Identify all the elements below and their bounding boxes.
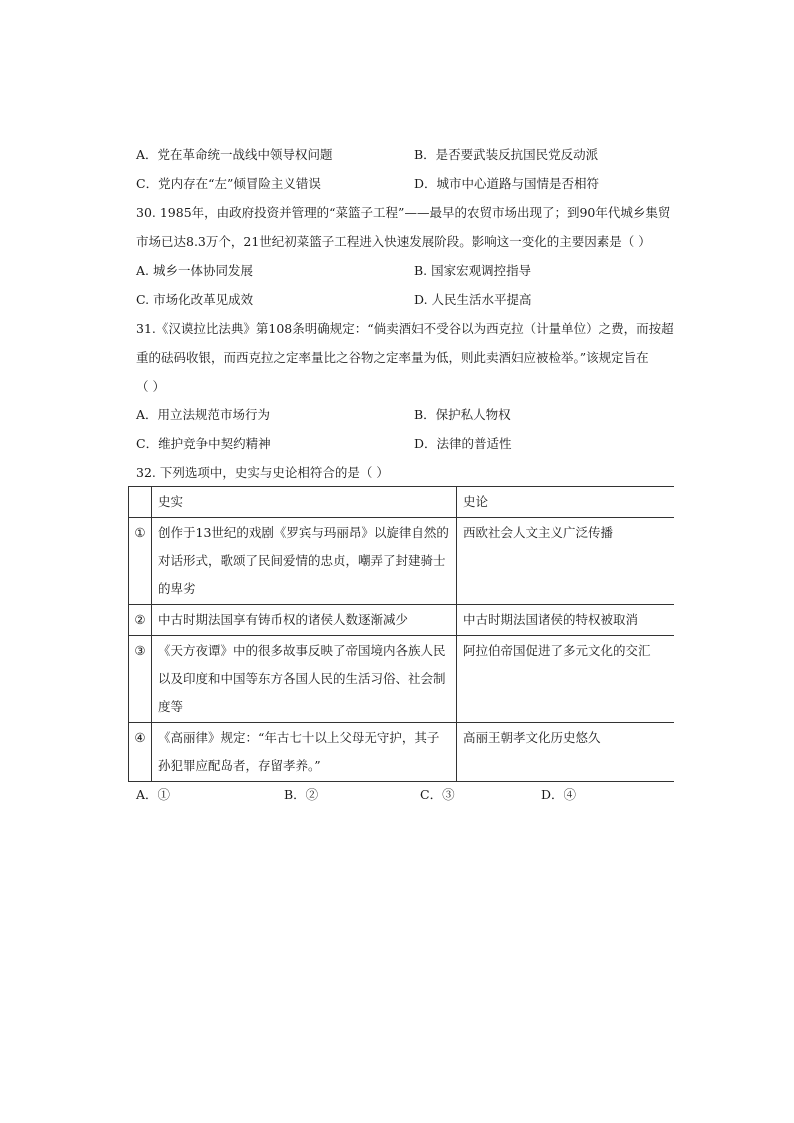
table-header-row xyxy=(129,487,675,518)
table-header-fact: 史实 xyxy=(152,487,457,518)
q30-stem-line2: 市场已达8.3万个，21世纪初菜篮子工程进入快速发展阶段。影响这一变化的主要因素是（ ） xyxy=(136,234,651,249)
row-fact: 《天方夜谭》中的很多故事反映了帝国境内各族人民以及印度和中国等东方各国人民的生活习俗、社会制度等 xyxy=(152,636,457,723)
q30-option-a: A. 城乡一体协同发展 xyxy=(136,263,253,278)
q31-stem-line2: 重的砝码收银，而西克拉之定率量比之谷物之定率量为低，则此卖酒妇应被检举。”该规定旨在 xyxy=(136,350,649,365)
q31-option-a: A．用立法规范市场行为 xyxy=(136,407,271,422)
row-number: ② xyxy=(129,605,152,636)
q31-option-b: B．保护私人物权 xyxy=(414,407,511,422)
q29-option-c: C．党内存在“左”倾冒险主义错误 xyxy=(136,176,321,191)
row-number: ① xyxy=(129,518,152,605)
q30-option-d: D. 人民生活水平提高 xyxy=(414,292,532,307)
q30-stem-line1: 30. 1985年，由政府投资并管理的“菜篮子工程”——最早的农贸市场出现了；到90年代城乡集贸 xyxy=(136,205,671,220)
q30-option-c: C. 市场化改革见成效 xyxy=(136,292,254,307)
q32-table xyxy=(128,486,674,782)
table-header-num xyxy=(129,487,152,518)
row-fact: 创作于13世纪的戏剧《罗宾与玛丽昂》以旋律自然的对话形式，歌颂了民间爱情的忠贞，嘲弄了封建骑士的卑劣 xyxy=(152,518,457,605)
q29-option-a: A．党在革命统一战线中领导权问题 xyxy=(136,147,333,162)
table-row xyxy=(129,636,675,723)
q32-option-a: A．① xyxy=(136,787,171,802)
row-comment: 高丽王朝孝文化历史悠久 xyxy=(457,723,675,782)
q29-option-b: B．是否要武装反抗国民党反动派 xyxy=(414,147,599,162)
q32-option-c: C．③ xyxy=(420,787,455,802)
q32-option-b: B．② xyxy=(284,787,319,802)
row-comment: 中古时期法国诸侯的特权被取消 xyxy=(457,605,675,636)
row-comment: 西欧社会人文主义广泛传播 xyxy=(457,518,675,605)
q31-stem-line1: 31.《汉谟拉比法典》第108条明确规定：“倘卖酒妇不受谷以为西克拉（计量单位）之费，而按超 xyxy=(136,321,674,336)
row-fact: 中古时期法国享有铸币权的诸侯人数逐渐减少 xyxy=(152,605,457,636)
q31-option-c: C．维护竞争中契约精神 xyxy=(136,436,271,451)
q30-option-b: B. 国家宏观调控指导 xyxy=(414,263,532,278)
q31-option-d: D．法律的普适性 xyxy=(414,436,512,451)
row-number: ④ xyxy=(129,723,152,782)
q31-stem-line3: （ ） xyxy=(136,379,165,394)
row-number: ③ xyxy=(129,636,152,723)
q29-option-d: D．城市中心道路与国情是否相符 xyxy=(414,176,600,191)
q32-stem: 32. 下列选项中，史实与史论相符合的是（ ） xyxy=(136,465,389,480)
row-comment: 阿拉伯帝国促进了多元文化的交汇 xyxy=(457,636,675,723)
table-header-comment: 史论 xyxy=(457,487,675,518)
q32-option-d: D．④ xyxy=(541,787,577,802)
table-row xyxy=(129,518,675,605)
table-row xyxy=(129,605,675,636)
table-row xyxy=(129,723,675,782)
row-fact: 《高丽律》规定：“年古七十以上父母无守护，其子孙犯罪应配岛者，存留孝养。” xyxy=(152,723,457,782)
